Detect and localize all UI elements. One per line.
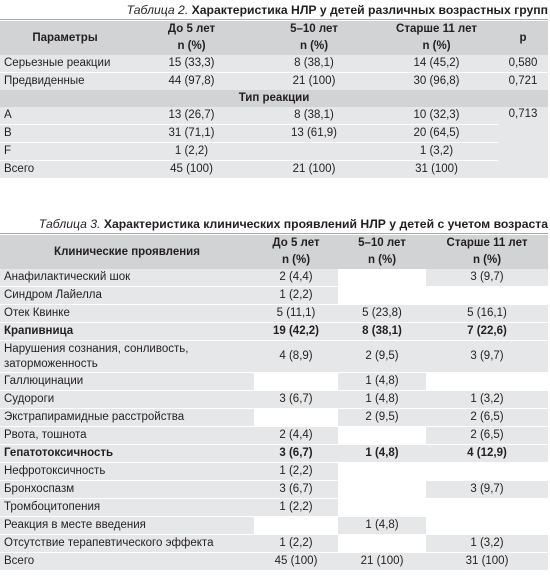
cell-age3 <box>426 463 548 481</box>
cell-age2: 1 (4,8) <box>338 517 426 535</box>
cell-age2 <box>338 269 426 287</box>
cell-age3: 2 (6,5) <box>426 409 548 427</box>
table2-caption-title: Характеристика НЛР у детей различных возрастных групп <box>191 3 548 17</box>
row-label: Нарушения сознания, сонливость, заторможенность <box>0 341 254 373</box>
row-label: Экстрапирамидные расстройства <box>0 409 254 427</box>
cell-age1: 1 (2,2) <box>254 463 338 481</box>
cell-age3: 3 (9,7) <box>426 341 548 373</box>
table-row <box>0 427 548 445</box>
cell-age1: 2 (4,4) <box>254 269 338 287</box>
cell-age1 <box>254 517 338 535</box>
row-label: A <box>0 107 130 125</box>
table-row <box>0 305 548 323</box>
table2-header-age2: 5–10 лет <box>290 23 338 35</box>
table3 <box>0 235 548 570</box>
row-label: Судороги <box>0 391 254 409</box>
table-row <box>0 391 548 409</box>
cell-age3: 7 (22,6) <box>426 323 548 341</box>
table3-caption <box>0 216 548 234</box>
row-label: Галлюцинации <box>0 373 254 391</box>
empty-cell <box>498 161 548 179</box>
row-label: Реакция в месте введения <box>0 517 254 535</box>
row-label: Всего <box>4 163 35 175</box>
table-row <box>0 323 548 341</box>
table3-header-age3: Старше 11 лет <box>446 237 528 249</box>
cell-age2: 2 (9,5) <box>338 409 426 427</box>
table3-subheader-age2: n (%) <box>367 254 397 266</box>
table-row <box>0 341 548 373</box>
cell-age2: 21 (100) <box>292 75 336 87</box>
table3-subheader-age3: n (%) <box>472 254 502 266</box>
cell-age3 <box>426 373 548 391</box>
row-label: Анафилактический шок <box>0 269 254 287</box>
table-row <box>0 499 548 517</box>
cell-age3: 30 (96,8) <box>413 75 460 87</box>
table3-caption-title: Характеристика клинических проявлений НЛР у детей с учетом возраста <box>103 217 548 231</box>
row-label: Всего <box>0 553 254 571</box>
table2-subheader-age2: n (%) <box>299 40 329 52</box>
table-row <box>0 287 548 305</box>
cell-age3: 5 (16,1) <box>426 305 548 323</box>
row-label: Тромбоцитопения <box>0 499 254 517</box>
table-row <box>0 143 548 161</box>
cell-age1: 3 (6,7) <box>254 391 338 409</box>
table-row <box>0 553 548 571</box>
cell-age3: 2 (6,5) <box>426 427 548 445</box>
table-row <box>0 445 548 463</box>
table2-header-age1: До 5 лет <box>167 23 216 35</box>
cell-age2: 21 (100) <box>338 553 426 571</box>
cell-age3 <box>426 499 548 517</box>
table3-header-age2: 5–10 лет <box>358 237 406 249</box>
row-label: Нефротоксичность <box>0 463 254 481</box>
cell-age3: 31 (100) <box>426 553 548 571</box>
table2-caption <box>0 2 548 20</box>
cell-age1: 45 (100) <box>254 553 338 571</box>
cell-age3: 1 (3,2) <box>375 143 498 161</box>
table3-body <box>0 269 548 570</box>
cell-age1: 1 (2,2) <box>254 535 338 553</box>
cell-age2: 8 (38,1) <box>253 55 375 73</box>
cell-age2: 21 (100) <box>292 163 336 175</box>
cell-age2: 5 (23,8) <box>338 305 426 323</box>
table2-subheader-age3: n (%) <box>422 40 451 52</box>
cell-age1: 2 (4,4) <box>254 427 338 445</box>
cell-age2: 8 (38,1) <box>253 107 375 125</box>
cell-age1: 1 (2,2) <box>254 287 338 305</box>
table-row <box>0 373 548 391</box>
cell-age2 <box>338 535 426 553</box>
cell-age3: 14 (45,2) <box>375 55 498 73</box>
cell-age1 <box>254 409 338 427</box>
cell-age1: 3 (6,7) <box>254 481 338 499</box>
cell-age1: 5 (11,1) <box>254 305 338 323</box>
table-row <box>0 481 548 499</box>
table-row <box>0 73 548 91</box>
row-label: B <box>0 125 130 143</box>
row-label: Синдром Лайелла <box>0 287 254 305</box>
cell-age3: 3 (9,7) <box>426 481 548 499</box>
cell-age1: 31 (71,1) <box>130 125 253 143</box>
cell-age3: 4 (12,9) <box>426 445 548 463</box>
cell-age1: 1 (2,2) <box>254 499 338 517</box>
cell-age1: 15 (33,3) <box>130 55 253 73</box>
row-label: Гепатотоксичность <box>0 445 254 463</box>
table-row <box>0 161 548 179</box>
cell-age2 <box>338 499 426 517</box>
row-label: Отсутствие терапевтического эффекта <box>0 535 254 553</box>
row-label: Рвота, тошнота <box>0 427 254 445</box>
cell-age3: 20 (64,5) <box>375 125 498 143</box>
cell-age3: 1 (3,2) <box>426 391 548 409</box>
table3-header-manifestations: Клинические проявления <box>54 245 200 258</box>
cell-age1: 13 (26,7) <box>130 107 253 125</box>
cell-age2: 1 (4,8) <box>338 445 426 463</box>
table-row <box>0 535 548 553</box>
cell-age1: 44 (97,8) <box>168 75 215 87</box>
row-label: Бронхоспазм <box>0 481 254 499</box>
cell-p: 0,713 <box>508 108 538 120</box>
table2-caption-lead: Таблица 2. <box>126 3 189 17</box>
table3-header-age1: До 5 лет <box>272 237 320 249</box>
table2-header-params: Параметры <box>32 31 98 44</box>
cell-age2: 13 (61,9) <box>253 125 375 143</box>
row-label: Отек Квинке <box>0 305 254 323</box>
table-row <box>0 55 548 73</box>
cell-age3: 10 (32,3) <box>375 107 498 125</box>
table2 <box>0 21 548 178</box>
cell-age2: 1 (4,8) <box>338 391 426 409</box>
row-label: Серьезные реакции <box>0 55 130 73</box>
table-row <box>0 409 548 427</box>
cell-age1 <box>254 373 338 391</box>
cell-age1: 3 (6,7) <box>254 445 338 463</box>
table-row <box>0 517 548 535</box>
table-row <box>0 269 548 287</box>
cell-age2 <box>338 481 426 499</box>
table-row <box>0 463 548 481</box>
cell-age3: 31 (100) <box>415 163 458 175</box>
cell-p: 0,721 <box>508 75 538 87</box>
cell-age1: 4 (8,9) <box>254 341 338 373</box>
cell-p: 0,580 <box>498 55 548 73</box>
cell-age2 <box>338 287 426 305</box>
table2-section-title: Тип реакции <box>238 92 310 104</box>
cell-age2: 8 (38,1) <box>338 323 426 341</box>
cell-age3: 1 (3,2) <box>426 535 548 553</box>
cell-age2 <box>338 463 426 481</box>
cell-age2 <box>253 143 375 161</box>
row-label: Крапивница <box>0 323 254 341</box>
cell-age1: 19 (42,2) <box>254 323 338 341</box>
cell-age3: 3 (9,7) <box>426 269 548 287</box>
table-row <box>0 107 548 125</box>
table2-subheader-age1: n (%) <box>177 40 206 52</box>
cell-age1: 45 (100) <box>170 163 213 175</box>
cell-age3 <box>426 287 548 305</box>
cell-age2: 1 (4,8) <box>338 373 426 391</box>
row-label: Предвиденные <box>4 75 85 87</box>
table2-header-age3: Старше 11 лет <box>396 23 477 35</box>
cell-age1: 1 (2,2) <box>130 143 253 161</box>
table3-subheader-age1: n (%) <box>281 254 311 266</box>
cell-age2 <box>338 427 426 445</box>
table3-caption-lead: Таблица 3. <box>38 217 101 231</box>
row-label: F <box>0 143 130 161</box>
table2-header-p: p <box>519 31 527 44</box>
cell-age2: 2 (9,5) <box>338 341 426 373</box>
cell-age3 <box>426 517 548 535</box>
table-row <box>0 125 548 143</box>
